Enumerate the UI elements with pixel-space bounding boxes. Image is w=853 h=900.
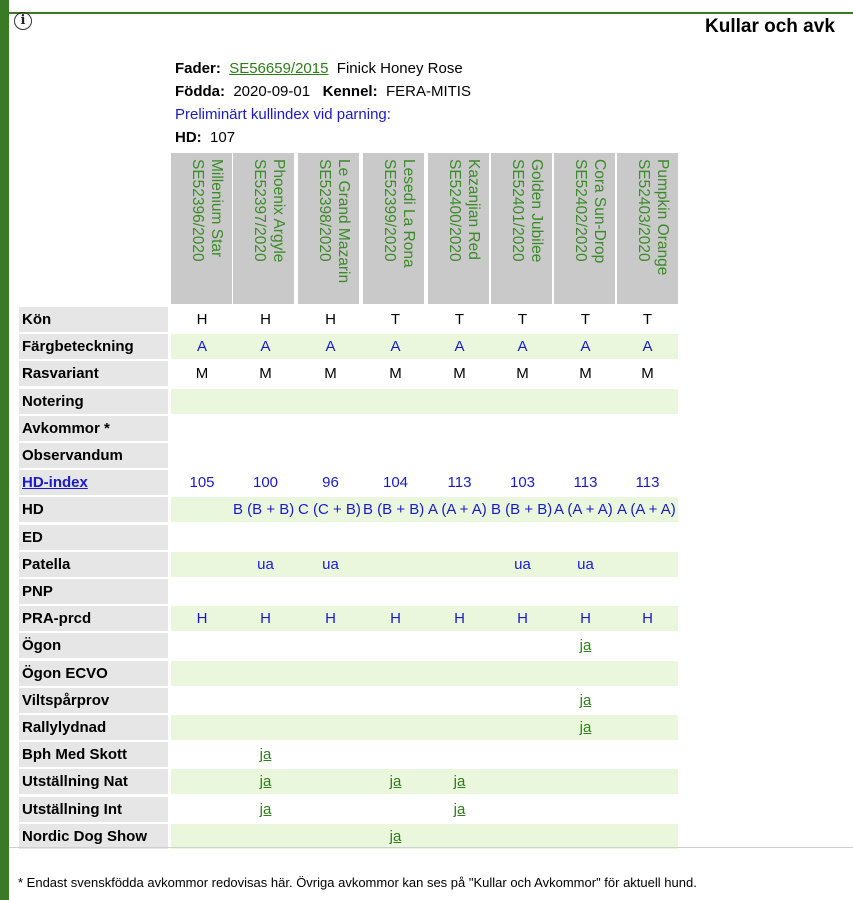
- cell-value: ua: [257, 556, 274, 573]
- table-cell: [554, 769, 617, 794]
- table-cell: [554, 525, 617, 550]
- row-label: Bph Med Skott: [19, 742, 168, 767]
- table-cell: [233, 307, 298, 332]
- table-cell: [428, 470, 491, 495]
- table-cell: [428, 334, 491, 359]
- cell-value: 113: [635, 474, 660, 491]
- cell-value: A: [642, 338, 653, 355]
- table-cell: [554, 552, 617, 577]
- table-cell: [363, 742, 428, 767]
- cell-value: M: [259, 365, 272, 382]
- table-cell: [298, 715, 363, 740]
- table-cell: [363, 443, 428, 468]
- row-label: HD: [19, 497, 168, 522]
- cell-value: 100: [252, 474, 279, 491]
- table-cell: [617, 579, 678, 604]
- row-label: Ögon ECVO: [19, 661, 168, 686]
- cell-value: A (A + A): [554, 501, 613, 518]
- cell-value: A (A + A): [428, 501, 487, 518]
- table-cell: [491, 497, 554, 522]
- ja-link[interactable]: ja: [453, 801, 466, 818]
- hd-value: 107: [210, 129, 236, 146]
- cell-value: H: [390, 610, 401, 627]
- table-cell: [171, 715, 233, 740]
- cell-value: H: [580, 610, 591, 627]
- table-cell: [171, 307, 233, 332]
- cell-value: B (B + B): [233, 501, 295, 518]
- table-cell: [233, 552, 298, 577]
- cell-value: H: [325, 610, 336, 627]
- table-cell: [233, 334, 298, 359]
- row-label: Färgbeteckning: [19, 334, 168, 359]
- table-cell: [298, 579, 363, 604]
- table-cell: [617, 307, 678, 332]
- puppy-header-text: [298, 153, 359, 304]
- puppy-header-text: [428, 153, 489, 304]
- cell-value: C (C + B): [298, 501, 361, 518]
- table-cell: [171, 742, 233, 767]
- fader-label: Fader:: [175, 60, 221, 77]
- cell-value: M: [324, 365, 337, 382]
- table-cell: [233, 389, 298, 414]
- puppy-header-text: [363, 153, 424, 304]
- table-cell: [233, 606, 298, 631]
- puppy-reg[interactable]: SE52396/2020: [189, 159, 206, 262]
- table-cell: [554, 606, 617, 631]
- ja-link[interactable]: ja: [579, 719, 592, 736]
- table-cell: [428, 606, 491, 631]
- table-cell: [428, 769, 491, 794]
- table-cell: [171, 389, 233, 414]
- row-label: Ögon: [19, 633, 168, 658]
- puppy-header-text: [491, 153, 552, 304]
- puppy-name[interactable]: Lesedi La Rona: [400, 159, 417, 268]
- cell-value: T: [580, 311, 591, 328]
- table-cell: [554, 389, 617, 414]
- cell-value: 103: [509, 474, 536, 491]
- table-cell: [554, 443, 617, 468]
- puppy-column-header[interactable]: [171, 153, 232, 304]
- table-cell: [428, 307, 491, 332]
- puppy-reg[interactable]: SE52403/2020: [635, 159, 652, 262]
- table-cell: [363, 606, 428, 631]
- table-cell: [363, 633, 428, 658]
- puppy-column-header[interactable]: [428, 153, 489, 304]
- row-label: Nordic Dog Show: [19, 824, 168, 849]
- table-cell: [554, 334, 617, 359]
- table-cell: [298, 742, 363, 767]
- table-cell: [491, 552, 554, 577]
- cell-value: 113: [573, 474, 598, 491]
- table-cell: [233, 688, 298, 713]
- table-cell: [233, 416, 298, 441]
- table-cell: [171, 688, 233, 713]
- table-cell: [617, 633, 678, 658]
- table-cell: [554, 688, 617, 713]
- table-cell: [428, 443, 491, 468]
- table-cell: [428, 633, 491, 658]
- puppy-reg[interactable]: SE52399/2020: [381, 159, 398, 262]
- table-cell: [298, 497, 363, 522]
- table-cell: [233, 742, 298, 767]
- table-cell: [491, 633, 554, 658]
- table-cell: [171, 525, 233, 550]
- cell-value: H: [454, 610, 465, 627]
- table-cell: [491, 797, 554, 822]
- table-cell: [491, 443, 554, 468]
- cell-value: M: [516, 365, 529, 382]
- table-cell: [617, 552, 678, 577]
- table-cell: [491, 416, 554, 441]
- puppy-name[interactable]: Phoenix Argyle: [270, 159, 287, 263]
- table-cell: [617, 824, 678, 849]
- left-border: [0, 0, 9, 900]
- cell-value: H: [517, 610, 528, 627]
- table-cell: [617, 443, 678, 468]
- row-label: PNP: [19, 579, 168, 604]
- table-cell: [363, 389, 428, 414]
- kennel-label: Kennel:: [322, 83, 378, 100]
- table-cell: [491, 470, 554, 495]
- cell-value: H: [325, 311, 336, 328]
- table-cell: [233, 361, 298, 386]
- puppy-header-text: [554, 153, 615, 304]
- cell-value: T: [517, 311, 528, 328]
- table-cell: [233, 661, 298, 686]
- row-label: Kön: [19, 307, 168, 332]
- table-cell: [428, 715, 491, 740]
- table-cell: [298, 361, 363, 386]
- table-cell: [428, 742, 491, 767]
- prelim-index-text: Preliminärt kullindex vid parning:: [175, 106, 391, 123]
- table-cell: [298, 824, 363, 849]
- table-cell: [363, 497, 428, 522]
- row-label: Avkommor *: [19, 416, 168, 441]
- table-cell: [298, 661, 363, 686]
- table-cell: [554, 797, 617, 822]
- table-cell: [298, 552, 363, 577]
- table-cell: [554, 579, 617, 604]
- cell-value: 113: [447, 474, 472, 491]
- table-cell: [298, 606, 363, 631]
- info-icon[interactable]: i: [14, 12, 32, 30]
- cell-value: ua: [577, 556, 594, 573]
- table-cell: [617, 688, 678, 713]
- fader-reg-link[interactable]: SE56659/2015: [229, 60, 329, 77]
- cell-value: ua: [514, 556, 531, 573]
- ja-link[interactable]: ja: [259, 746, 272, 763]
- table-cell: [428, 661, 491, 686]
- fodda-line: [175, 83, 471, 100]
- table-cell: [298, 389, 363, 414]
- cell-value: H: [642, 610, 653, 627]
- table-cell: [233, 797, 298, 822]
- table-cell: [617, 715, 678, 740]
- ja-link[interactable]: ja: [389, 828, 402, 845]
- table-cell: [171, 579, 233, 604]
- puppy-reg[interactable]: SE52397/2020: [251, 159, 268, 262]
- cell-value: H: [196, 610, 208, 627]
- table-cell: [233, 769, 298, 794]
- fodda-value: 2020-09-01: [233, 83, 311, 100]
- cell-value: M: [641, 365, 654, 382]
- kennel-value: FERA-MITIS: [385, 83, 471, 100]
- puppy-name[interactable]: Cora Sun-Drop: [591, 159, 608, 264]
- cell-value: T: [390, 311, 401, 328]
- table-cell: [491, 307, 554, 332]
- table-cell: [428, 579, 491, 604]
- cell-value: 104: [382, 474, 409, 491]
- table-cell: [617, 742, 678, 767]
- footer-rule: [9, 847, 853, 848]
- row-label[interactable]: HD-index: [19, 470, 168, 495]
- table-cell: [171, 769, 233, 794]
- table-cell: [298, 769, 363, 794]
- table-cell: [298, 334, 363, 359]
- cell-value: B (B + B): [491, 501, 553, 518]
- puppy-header-text: [171, 153, 232, 304]
- table-cell: [171, 334, 233, 359]
- puppy-reg[interactable]: SE52398/2020: [316, 159, 333, 262]
- table-cell: [298, 797, 363, 822]
- table-cell: [363, 416, 428, 441]
- table-cell: [363, 361, 428, 386]
- cell-value: H: [260, 610, 271, 627]
- table-cell: [428, 797, 491, 822]
- table-cell: [298, 525, 363, 550]
- row-label: Notering: [19, 389, 168, 414]
- table-cell: [617, 416, 678, 441]
- table-cell: [363, 525, 428, 550]
- table-cell: [617, 389, 678, 414]
- cell-value: H: [260, 311, 271, 328]
- cell-value: M: [195, 365, 209, 382]
- table-cell: [171, 633, 233, 658]
- puppy-column-header[interactable]: [491, 153, 552, 304]
- puppy-header-text: [617, 153, 678, 304]
- row-label: Observandum: [19, 443, 168, 468]
- table-cell: [428, 552, 491, 577]
- cell-value: 105: [189, 474, 215, 491]
- cell-value: A: [196, 338, 207, 355]
- cell-value: M: [389, 365, 402, 382]
- table-cell: [491, 715, 554, 740]
- table-cell: [298, 307, 363, 332]
- row-label: Rasvariant: [19, 361, 168, 386]
- cell-value: 96: [322, 474, 339, 491]
- table-cell: [617, 497, 678, 522]
- puppy-column-header[interactable]: [363, 153, 424, 304]
- table-cell: [363, 688, 428, 713]
- cell-value: A: [325, 338, 336, 355]
- table-cell: [363, 579, 428, 604]
- table-cell: [617, 769, 678, 794]
- table-cell: [554, 633, 617, 658]
- cell-value: A (A + A): [617, 501, 676, 518]
- table-cell: [554, 361, 617, 386]
- table-cell: [491, 334, 554, 359]
- top-rule: [9, 0, 853, 14]
- table-cell: [491, 579, 554, 604]
- ja-link[interactable]: ja: [453, 773, 466, 790]
- table-cell: [363, 470, 428, 495]
- table-cell: [491, 606, 554, 631]
- puppy-reg[interactable]: SE52400/2020: [446, 159, 463, 262]
- table-cell: [171, 361, 233, 386]
- table-cell: [617, 334, 678, 359]
- table-cell: [428, 361, 491, 386]
- fader-line: [175, 60, 463, 77]
- puppy-reg[interactable]: SE52402/2020: [572, 159, 589, 262]
- fodda-label: Födda:: [175, 83, 225, 100]
- cell-value: A: [260, 338, 271, 355]
- cell-value: B (B + B): [363, 501, 425, 518]
- cell-value: M: [579, 365, 592, 382]
- table-cell: [171, 470, 233, 495]
- table-cell: [554, 470, 617, 495]
- row-label: Utställning Int: [19, 797, 168, 822]
- table-cell: [171, 606, 233, 631]
- table-cell: [233, 715, 298, 740]
- table-cell: [171, 416, 233, 441]
- table-cell: [491, 661, 554, 686]
- ja-link[interactable]: ja: [579, 637, 592, 654]
- table-cell: [554, 307, 617, 332]
- puppy-name[interactable]: Kazanjian Red: [465, 159, 482, 260]
- ja-link[interactable]: ja: [389, 773, 402, 790]
- row-label: Utställning Nat: [19, 769, 168, 794]
- table-cell: [233, 443, 298, 468]
- table-cell: [617, 661, 678, 686]
- puppy-name[interactable]: Pumpkin Orange: [654, 159, 671, 276]
- cell-value: T: [642, 311, 653, 328]
- table-cell: [233, 497, 298, 522]
- puppy-name[interactable]: Le Grand Mazarin: [335, 159, 352, 284]
- table-cell: [171, 824, 233, 849]
- footnote: * Endast svenskfödda avkommor redovisas här. Övriga avkommor kan ses på "Kullar och Avkommor" för aktuell hund.: [18, 875, 697, 890]
- table-cell: [617, 797, 678, 822]
- table-cell: [554, 742, 617, 767]
- table-cell: [428, 416, 491, 441]
- table-cell: [363, 715, 428, 740]
- table-cell: [491, 742, 554, 767]
- table-cell: [298, 416, 363, 441]
- cell-value: T: [454, 311, 465, 328]
- table-cell: [233, 633, 298, 658]
- table-cell: [554, 824, 617, 849]
- ja-link[interactable]: ja: [259, 801, 272, 818]
- puppy-column-header[interactable]: [233, 153, 294, 304]
- table-cell: [233, 824, 298, 849]
- cell-value: A: [580, 338, 591, 355]
- puppy-column-header[interactable]: [298, 153, 359, 304]
- row-label: Rallylydnad: [19, 715, 168, 740]
- table-cell: [554, 416, 617, 441]
- row-label: ED: [19, 525, 168, 550]
- fader-name: Finick Honey Rose: [336, 60, 463, 77]
- cell-value: A: [517, 338, 528, 355]
- table-cell: [233, 525, 298, 550]
- table-cell: [428, 389, 491, 414]
- table-cell: [171, 497, 233, 522]
- table-cell: [363, 307, 428, 332]
- table-cell: [233, 579, 298, 604]
- table-cell: [428, 497, 491, 522]
- puppy-name[interactable]: Millenium Star: [208, 159, 225, 258]
- table-cell: [363, 661, 428, 686]
- table-cell: [363, 797, 428, 822]
- table-cell: [491, 769, 554, 794]
- cell-value: A: [390, 338, 401, 355]
- table-cell: [171, 552, 233, 577]
- cell-value: A: [454, 338, 465, 355]
- table-cell: [298, 688, 363, 713]
- table-cell: [554, 715, 617, 740]
- ja-link[interactable]: ja: [259, 773, 272, 790]
- table-cell: [491, 824, 554, 849]
- hd-line: [175, 129, 235, 146]
- table-cell: [363, 769, 428, 794]
- table-cell: [428, 688, 491, 713]
- table-cell: [363, 334, 428, 359]
- table-cell: [171, 443, 233, 468]
- table-cell: [171, 797, 233, 822]
- cell-value: ua: [322, 556, 339, 573]
- table-cell: [428, 525, 491, 550]
- puppy-header-text: [233, 153, 294, 304]
- cell-value: H: [196, 311, 208, 328]
- table-cell: [298, 633, 363, 658]
- table-cell: [617, 606, 678, 631]
- table-cell: [233, 470, 298, 495]
- row-label: Viltspårprov: [19, 688, 168, 713]
- table-cell: [491, 525, 554, 550]
- table-cell: [554, 497, 617, 522]
- table-cell: [363, 824, 428, 849]
- table-cell: [491, 389, 554, 414]
- table-cell: [298, 470, 363, 495]
- hd-label: HD:: [175, 129, 202, 146]
- table-cell: [428, 824, 491, 849]
- table-cell: [491, 361, 554, 386]
- table-cell: [554, 661, 617, 686]
- ja-link[interactable]: ja: [579, 692, 592, 709]
- puppy-reg[interactable]: SE52401/2020: [509, 159, 526, 262]
- table-cell: [363, 552, 428, 577]
- page-title: Kullar och avk: [705, 16, 835, 37]
- table-cell: [298, 443, 363, 468]
- table-cell: [491, 688, 554, 713]
- table-cell: [171, 661, 233, 686]
- cell-value: M: [453, 365, 466, 382]
- row-label: Patella: [19, 552, 168, 577]
- puppy-name[interactable]: Golden Jubilee: [528, 159, 545, 263]
- row-label: PRA-prcd: [19, 606, 168, 631]
- table-cell: [617, 361, 678, 386]
- table-cell: [617, 470, 678, 495]
- puppy-column-header[interactable]: [554, 153, 615, 304]
- puppy-column-header[interactable]: [617, 153, 678, 304]
- table-cell: [617, 525, 678, 550]
